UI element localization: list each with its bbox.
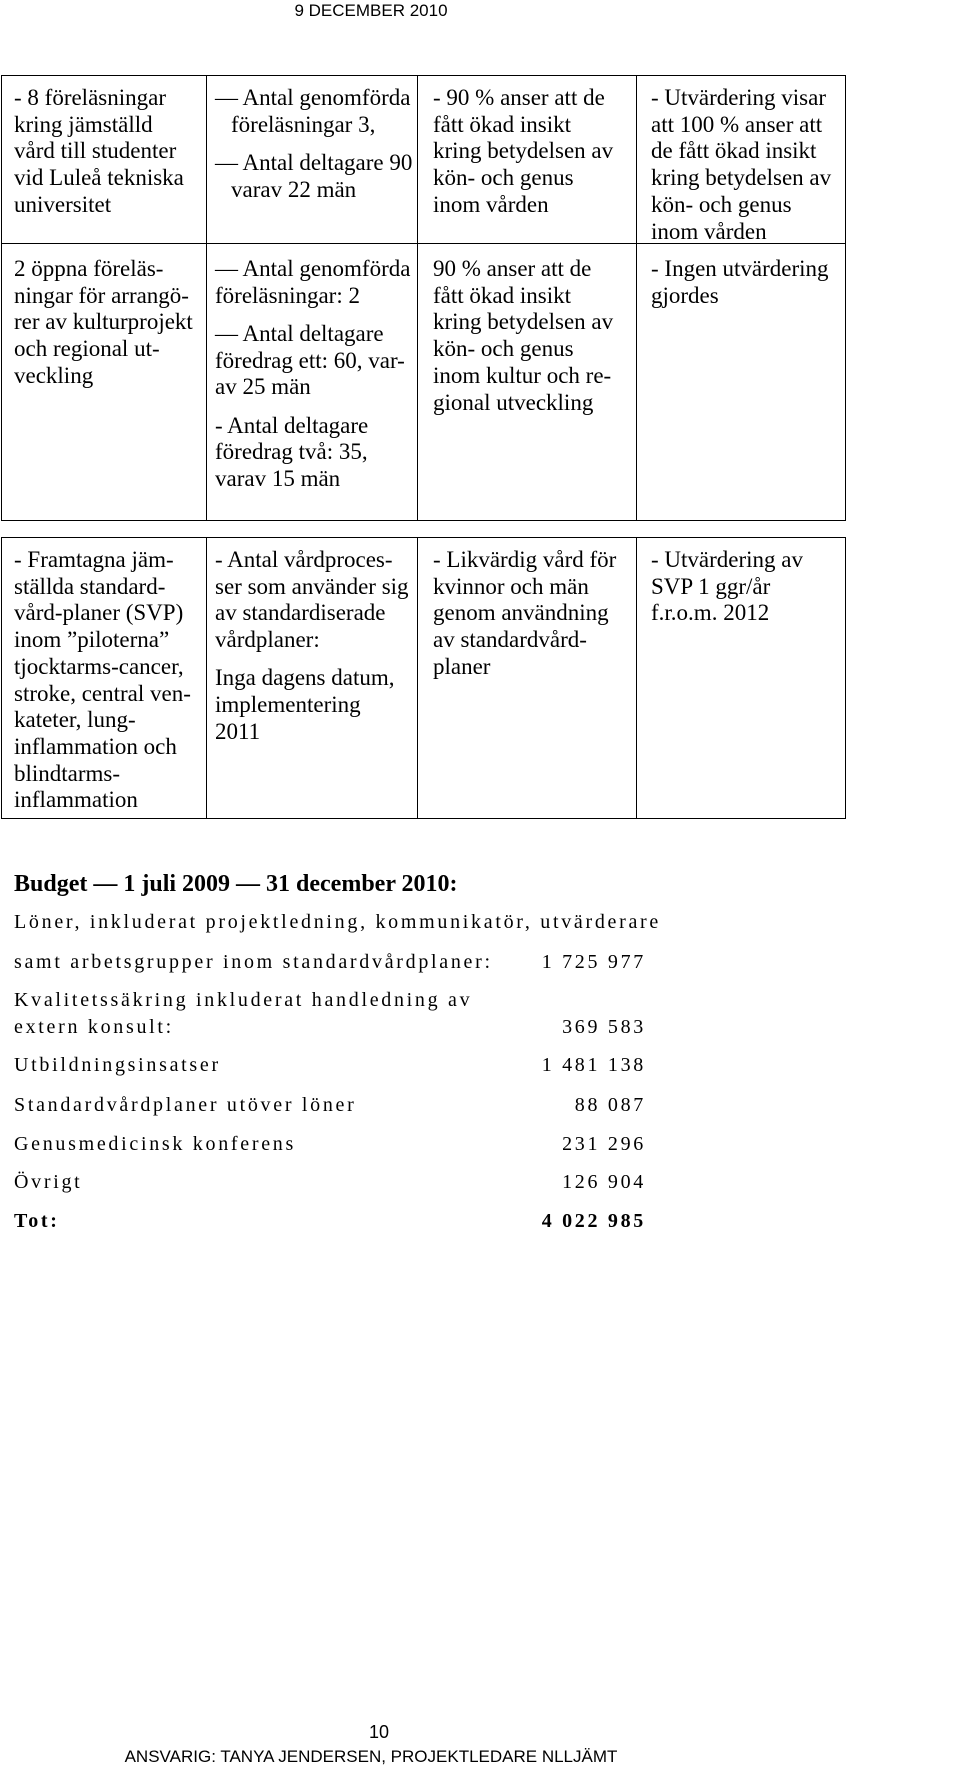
indicator-cell [207, 76, 418, 244]
budget-heading: Budget — 1 juli 2009 — 31 december 2010: [14, 871, 458, 897]
activity-cell [2, 244, 207, 521]
outcome-cell [418, 76, 637, 244]
evaluation-cell [637, 244, 846, 521]
footer-responsible: ANSVARIG: TANYA JENDERSEN, PROJEKTLEDARE NLLJÄMT [124, 1747, 618, 1766]
cell-text: - Ingen utvärdering gjordes [651, 256, 829, 308]
cell-text: - 90 % anser att de fått ökad insikt kring betydelsen av kön- och genus inom vården [433, 85, 614, 217]
budget-item-amount: 1 725 977 [541, 951, 646, 973]
cell-text: 2 öppna föreläs- ningar för arrangö- rer av kulturprojekt och regional ut- veckling [14, 256, 193, 388]
budget-item-label: Utbildningsinsatser [14, 1054, 221, 1076]
indicator-cell [207, 538, 418, 819]
activity-cell [2, 76, 207, 244]
cell-text: — Antal genomförda föreläsningar 3, [215, 85, 411, 137]
cell-text: - Utvärdering visar att 100 % anser att de fått ökad insikt kring betydelsen av kön- och genus inom vården [651, 85, 832, 244]
cell-text: - Utvärdering av SVP 1 ggr/år f.r.o.m. 2012 [651, 547, 803, 626]
results-table-1 [1, 75, 846, 521]
cell-text: — Antal deltagare 90 varav 22 män [215, 149, 413, 202]
budget-item-amount: 1 481 138 [541, 1054, 646, 1076]
evaluation-cell [637, 76, 846, 244]
budget-item-amount: 231 296 [562, 1133, 646, 1155]
budget-total-label: Tot: [14, 1210, 60, 1232]
results-table-2 [1, 537, 846, 819]
cell-text: 90 % anser att de fått ökad insikt kring betydelsen av kön- och genus inom kultur och re- gional utveckling [433, 256, 614, 415]
cell-text: - Antal deltagare föredrag två: 35, varav 15 män [215, 412, 369, 491]
cell-text: — Antal genomförda föreläsningar: 2 [215, 256, 411, 308]
budget-item-label: Genusmedicinsk konferens [14, 1133, 296, 1155]
budget-item-amount: 126 904 [562, 1171, 646, 1193]
evaluation-cell [637, 538, 846, 819]
cell-text: - Framtagna jäm- ställda standard- vård-planer (SVP) inom ”piloterna” tjocktarms-cancer, stroke, central ven- kateter, lung- inflammation och blindtarms- inflammation [14, 547, 191, 813]
budget-item-label-continued: extern konsult: [14, 1016, 174, 1038]
cell-text: - Antal vårdproces- ser som använder sig av standardiserade vårdplaner: [215, 547, 409, 653]
page-number: 10 [368, 1722, 390, 1742]
budget-item-label: Löner, inkluderat projektledning, kommunikatör, utvärderare [14, 911, 661, 933]
outcome-cell [418, 244, 637, 521]
budget-item-label-continued: samt arbetsgrupper inom standardvårdplaner: [14, 951, 493, 973]
budget-total-amount: 4 022 985 [541, 1210, 646, 1232]
cell-text: — Antal deltagare föredrag ett: 60, var- av 25 män [215, 320, 405, 400]
cell-text: - 8 föreläsningar kring jämställd vård till studenter vid Luleå tekniska universitet [14, 85, 184, 217]
running-header-date: 9 DECEMBER 2010 [294, 1, 448, 20]
budget-item-label: Övrigt [14, 1171, 83, 1193]
budget-item-label: Kvalitetssäkring inkluderat handledning av [14, 989, 473, 1011]
activity-cell [2, 538, 207, 819]
outcome-cell [418, 538, 637, 819]
indicator-cell [207, 244, 418, 521]
budget-item-label: Standardvårdplaner utöver löner [14, 1094, 357, 1116]
budget-item-amount: 88 087 [574, 1094, 646, 1116]
budget-item-amount: 369 583 [562, 1016, 646, 1038]
cell-text: - Likvärdig vård för kvinnor och män genom användning av standardvård- planer [433, 547, 617, 679]
cell-text: Inga dagens datum, implementering 2011 [215, 665, 395, 744]
